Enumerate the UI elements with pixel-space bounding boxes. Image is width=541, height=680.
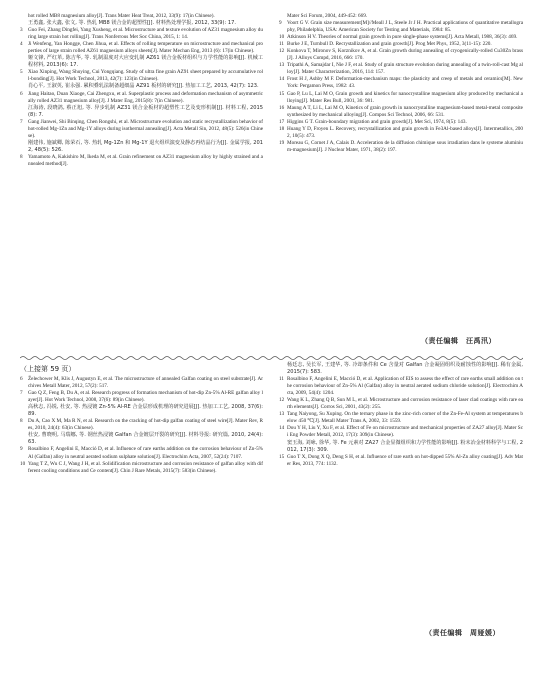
reference-entry <box>279 105 523 119</box>
reference-text: hot rolled MB8 magnesium alloy[J]. Trans Mater Heat Treat, 2012, 33(9): 17(in Chinese). <box>28 13 215 19</box>
reference-entry <box>20 69 263 83</box>
reference-text: Želechower M, Klis J, Augustyn E, et al. The microstructure of annealed Galfan coating on steel substrate[J]. Archives Metall Mater, 2012, 57(2): 517. <box>28 376 263 390</box>
reference-number <box>20 140 28 154</box>
reference-text: Mater Sci Forum, 2004, 449-452: 669. <box>287 13 368 19</box>
reference-number: 12 <box>279 397 285 404</box>
reference-number: 13 <box>279 62 285 69</box>
reference-entry <box>20 105 263 119</box>
reference-entry <box>279 76 523 90</box>
reference-text: Guo Fei, Zhang Dingfei, Yang Xusheng, et al. Microstructure and texture evolution of AZ31 magnesium alloy during large strain hot rolling[J]. Trans Nonferrous Met Soc China, 2015, 1: 14. <box>28 27 263 41</box>
reference-number: 10 <box>279 34 285 41</box>
reference-entry <box>279 411 523 425</box>
reference-text: Gao Q Z, Feng B, Du A, et al. Research progress of formation mechanism of hot-dip Zn-5% Al-RE galfan alloy layer[J]. Hot Work Technol, 2008, 37(6): 89(in Chinese). <box>28 390 263 404</box>
bottom-left-column <box>20 376 263 475</box>
reference-entry <box>279 376 523 397</box>
reference-number <box>279 440 287 454</box>
bottom-editor-note: （责任编辑 周娅媛） <box>425 629 500 637</box>
reference-entry <box>20 55 263 69</box>
reference-entry <box>279 48 523 62</box>
reference-number <box>20 13 28 20</box>
reference-text: 杜安, 曹晓明, 马瑞娜, 等. 钢丝热浸镀 Galfan 合金镀层开裂的研究[J]. 材料导报: 研究篇, 2010, 24(4): 63. <box>28 432 263 446</box>
reference-number: 14 <box>279 425 285 432</box>
reference-text: 姬文锋, 严红革, 陈吉华, 等. 轧制温度对大应变轧制 AZ61 镁合金板材组织与力学性能的影响[J]. 机械工程材料, 2013(6): 17. <box>28 55 263 69</box>
reference-number: 8 <box>20 153 23 160</box>
reference-text: Higgins G T. Grain-boundary migration and grain growth[J]. Met Sci, 1974, 8(5): 143. <box>287 118 467 125</box>
reference-number: 13 <box>279 411 285 418</box>
top-editor-note: （责任编辑 汪禹汛） <box>421 337 496 345</box>
reference-text: Konkova T, Mironov S, Korznikov A, et al. Grain growth during annealing of cryogenically-rolled Cu30Zn brass[J]. J Alloys Compd, 2016, 666: 170. <box>287 48 523 62</box>
reference-entry <box>279 425 523 439</box>
reference-number <box>279 13 287 20</box>
reference-entry <box>20 446 263 460</box>
reference-text: Frost H J, Ashby M F. Deformation-mechanism maps: the plasticity and creep of metals and ceramics[M]. New York: Pergamon Press, 1982: 43. <box>287 76 523 90</box>
reference-entry <box>20 91 263 105</box>
reference-number: 8 <box>20 418 23 425</box>
reference-number: 17 <box>279 118 285 125</box>
reference-entry <box>20 404 263 418</box>
reference-text: Moreau G, Cornet J A, Calais D. Acceleration de la diffusion chimique sous irradiation dans le systeme aluminium-magnesium[J]. J Nuclear Mater, 1971, 38(2): 197. <box>287 139 523 153</box>
reference-number: 12 <box>279 48 285 55</box>
reference-text: 高秋志, 冯锐, 杜安, 等. 热浸镀 Zn-5% Al-RE 合金层形成机理的研究进展[J]. 热加工工艺, 2008, 37(6): 89. <box>28 404 263 418</box>
reference-number: 6 <box>20 376 23 382</box>
reference-text: Rosalbino F, Angelini E, Macció D, et al. Influence of rare earths addition on the corrosion behaviour of Zn-5% Al (Galfan) alloy in neutral aerated sodium sulphate solution[J]. Electrochim Acta, 2007, 52(24): 7107. <box>28 446 263 460</box>
reference-number: 3 <box>20 27 23 34</box>
reference-number: 7 <box>20 390 23 397</box>
reference-text: Jiang Haitao, Duan Xiaoge, Cai Zhengxu, et al. Superplastic process and deformation mechanism of asymmetrically rolled AZ31 magnesium alloy[J]. J Mater Eng, 2015(8): 7(in Chinese). <box>28 90 263 104</box>
reference-text: Rosalbino F, Angelini E, Macció D, et al. Application of EIS to assess the effect of rare earths small addition on the corrosion behaviour of Zn-5% Al (Galfan) alloy in neutral aerated sodium chloride solution[J]. Electrochim Acta, 2009, 54(4): 1204. <box>287 376 523 397</box>
reference-entry <box>20 418 263 432</box>
reference-text: Dou Y H, Liu Y, Xu F, et al. Effect of Fe on microstructure and mechanical properties of ZA27 alloy[J]. Mater Sci Eng Powder Metall, 2012, 17(3): 309(in Chinese). <box>287 425 523 439</box>
reference-number <box>20 83 28 90</box>
reference-number: 7 <box>20 118 23 125</box>
reference-number: 15 <box>279 453 285 460</box>
reference-number <box>20 55 28 69</box>
reference-text: Burke J E, Turnbull D. Recrystallization and grain growth[J]. Prog Met Phys, 1952, 3(11-15): 220. <box>287 41 492 48</box>
reference-text: Wang K L, Zhang Q B, Sun M L, et al. Microstructure and corrosion resistance of laser clad coatings with rare earth elements[J]. Corros Sci, 2001, 43(2): 255. <box>287 397 523 411</box>
reference-text: 刚建伟, 施斌卿, 陈荣石, 等. 热轧 Mg-1Zn 和 Mg-1Y 退火组织演变及静态再结晶行为[J]. 金属学报, 2012, 48(5): 526. <box>28 139 263 153</box>
reference-text: Tripathi A, Samajdar I, Nie J F, et al. Study of grain structure evolution during annealing of a twin-roll-cast Mg alloy[J]. Mater Characterization, 2016, 114: 157. <box>287 62 523 76</box>
reference-entry <box>279 140 523 154</box>
reference-entry <box>20 140 263 154</box>
reference-number: 5 <box>20 69 23 76</box>
reference-text: 王勇鑫, 张大鑫, 张文, 等. 热轧 MB8 镁合金的超塑性[J]. 材料热处理学报, 2012, 33(9): 17. <box>28 20 236 27</box>
reference-entry <box>20 154 263 168</box>
reference-entry <box>279 440 523 454</box>
reference-entry <box>20 461 263 475</box>
reference-entry <box>279 20 523 34</box>
top-left-column <box>20 13 263 168</box>
reference-number <box>20 404 28 418</box>
reference-number: 10 <box>20 460 26 467</box>
continued-from-header: （上接第 59 页） <box>20 365 76 373</box>
reference-entry <box>20 83 263 90</box>
reference-entry <box>20 27 263 41</box>
reference-text: Atkinson H V. Theories of normal grain growth in pure single-phase systems[J]. Acta Metall, 1988, 36(3): 469. <box>287 34 518 41</box>
reference-number: 4 <box>20 41 23 48</box>
reference-entry <box>279 119 523 126</box>
bottom-right-column <box>279 362 523 468</box>
reference-number: 19 <box>279 139 285 146</box>
reference-entry <box>20 390 263 404</box>
reference-text: Xiao Xinping, Wang Shuying, Cui Yongqiang. Study of ultra fine grain AZ91 sheet prepared by accumulative roll-bonding[J]. Hot Work Technol, 2013, 42(7): 123(in Chinese). <box>28 69 263 83</box>
reference-text: Maung A T, Li L, Lai M O, Kinetics of grain growth in nanocrystalline magnesium-based metal-metal composite synthesized by mechanical alloying[J]. Compos Sci Technol, 2006, 66: 531. <box>287 104 523 118</box>
reference-number <box>20 20 28 27</box>
reference-number: 11 <box>279 41 284 48</box>
reference-entry <box>279 91 523 105</box>
reference-number: 9 <box>20 446 23 453</box>
reference-entry <box>279 13 523 20</box>
reference-number: 14 <box>279 76 285 83</box>
reference-number: 16 <box>279 104 285 111</box>
reference-text: 杨廷志, 吴长军, 王建华, 等. 冷却条件和 Ce 含量对 Galfan 合金凝固组织及耐蚀性的影响[J]. 稀有金属, 2015(7): 583. <box>287 362 523 376</box>
reference-text: Huang Y D, Froyen L. Recovery, recrystallization and grain growth in Fe3Al-based alloys[J]. Intermetallics, 2002, 10(5): 473. <box>287 125 523 139</box>
reference-text: Gang Jianwei, Shi Binqing, Chen Rongshi, et al. Microstructure evolution and static recrystallization behavior of hot-rolled Mg-1Zn and Mg-1Y alloys during isothermal annealing[J]. Acta Metall Sin, 2012, 48(5): 526(in Chinese). <box>28 118 263 139</box>
section-separator <box>20 355 523 361</box>
reference-text: Tang Naiyong, Su Xuping. On the ternary phase in the zinc-rich corner of the Zn-Fe-Al system at temperatures below 450 ℃[J]. Metall Mater Trans A, 2002, 33: 1559. <box>287 411 523 425</box>
reference-text: Gao P, Lu L, Lai M O, Grain growth and kinetics for nanocrystalline magnesium alloy produced by mechanical alloying[J]. Mater Res Bull, 2001, 36: 981. <box>287 90 523 104</box>
reference-text: 江海涛, 段晓鸽, 蔡正旭, 等. 异步轧制 AZ31 镁合金板材的超塑性工艺及变形机制[J]. 材料工程, 2015(8): 7. <box>28 104 263 118</box>
reference-number: 15 <box>279 90 285 97</box>
reference-number <box>20 432 28 446</box>
reference-number <box>279 362 287 376</box>
reference-text: 肖心平, 王淑英, 崔永强. 累积叠轧法制备超细晶 AZ91 板材的研究[J]. 热加工工艺, 2013, 42(7): 123. <box>28 83 259 90</box>
reference-entry <box>279 454 523 468</box>
reference-number: 18 <box>279 125 285 132</box>
reference-entry <box>279 397 523 411</box>
reference-number: 9 <box>279 20 282 27</box>
reference-entry <box>279 62 523 76</box>
reference-entry <box>20 432 263 446</box>
reference-text: Guo T X, Dong X Q, Deng S H, et al. Influence of rare earth on hot-dipped 55% Al-Zn alloy coating[J]. Adv Mater Res, 2013, 774: 1132. <box>287 453 523 467</box>
reference-entry <box>20 119 263 140</box>
reference-text: Ji Wenfeng, Yan Hongge, Chen Jihua, et al. Effects of rolling temperature on microstructure and mechanical properties of large strain rolled AZ61 magnesium alloys sheets[J]. Mater Mechan Eng, 2013 (6): 17(in Chinese). <box>28 41 263 55</box>
reference-entry <box>279 126 523 140</box>
reference-text: 窦玉海, 刘咏, 徐华, 等. Fe 元素对 ZA27 合金显微组织和力学性能的影响[J]. 粉末冶金材料科学与工程, 2012, 17(3): 309. <box>287 439 523 453</box>
reference-entry <box>279 362 523 376</box>
reference-entry <box>20 376 263 390</box>
reference-number <box>20 105 28 119</box>
reference-entry <box>20 41 263 55</box>
top-right-column <box>279 13 523 154</box>
reference-entry <box>20 13 263 20</box>
reference-text: Du A, Cao X M, Ma R N, et al. Research on the cracking of hot-dip galfan coating of steel wire[J]. Mater Rev, Res, 2010, 24(4): 63(in Chinese). <box>28 418 263 432</box>
reference-text: Yamamoto A, Kakishiro M, Ikeda M, et al. Grain refinement on AZ31 magnesium alloy by highly strained and annealed method[J]. <box>28 153 263 167</box>
reference-number: 6 <box>20 90 23 97</box>
reference-text: Yang T Z, Wu C J, Wang J H, et al. Solidification microstructure and corrosion resistance of galfan alloy with different cooling conditions and Ce content[J]. Chin J Rare Metals, 2015(7): 583(in Chinese). <box>28 460 263 474</box>
reference-text: Voort G V. Grain size measurement[M]//Meall J L, Steele Jr J H. Practical applications of quantitative metallography, Philadelphia, USA: American Society for Testing and Materials, 1984: 85. <box>287 20 523 34</box>
reference-number: 11 <box>279 376 284 383</box>
